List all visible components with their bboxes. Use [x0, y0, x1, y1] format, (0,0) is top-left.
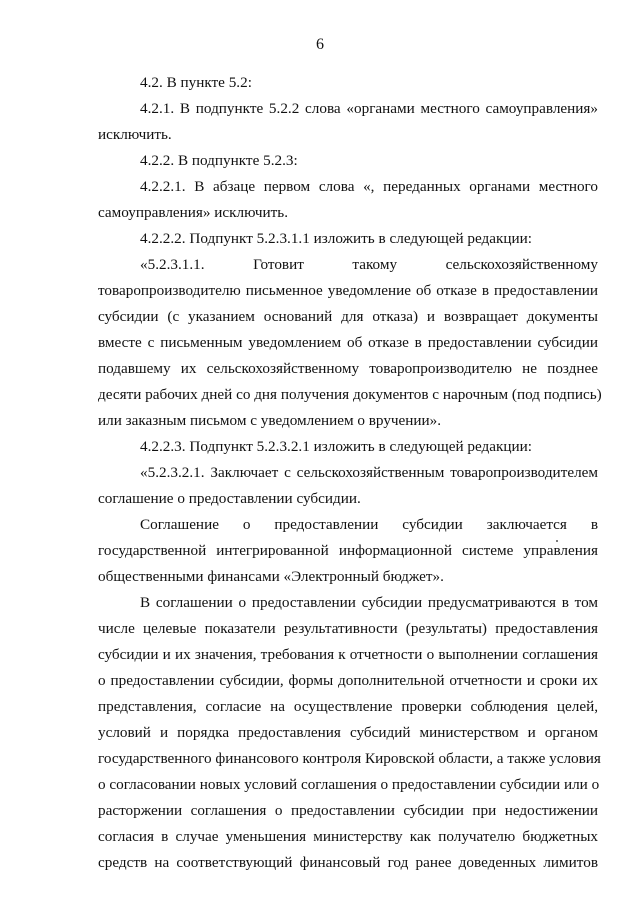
terms-paragraph-line-10: согласия в случае уменьшения министерству как получателю бюджетных: [98, 828, 598, 845]
paragraph-4-2-1-line-2: исключить.: [98, 126, 172, 143]
terms-paragraph-line-3: субсидии и их значения, требования к отчетности о выполнении соглашения: [98, 646, 598, 663]
agreement-paragraph-line-1: Соглашение о предоставлении субсидии заключается в: [140, 516, 598, 533]
agreement-paragraph-line-3: общественными финансами «Электронный бюджет».: [98, 568, 444, 585]
terms-paragraph-line-11: средств на соответствующий финансовый год ранее доведенных лимитов: [98, 854, 598, 871]
page-number: 6: [316, 36, 324, 53]
paragraph-4-2: 4.2. В пункте 5.2:: [140, 74, 252, 91]
quote-5-2-3-2-1-line-1: «5.2.3.2.1. Заключает с сельскохозяйственным товаропроизводителем: [140, 464, 598, 481]
terms-paragraph-line-1: В соглашении о предоставлении субсидии предусматриваются в том: [140, 594, 598, 611]
terms-paragraph-line-6: условий и порядка предоставления субсидий министерством и органом: [98, 724, 598, 741]
quote-5-2-3-1-1-line-3: субсидии (с указанием оснований для отказа) и возвращает документы: [98, 308, 598, 325]
paragraph-4-2-2: 4.2.2. В подпункте 5.2.3:: [140, 152, 298, 169]
quote-5-2-3-1-1-line-4: вместе с письменным уведомлением об отказе в предоставлении субсидии: [98, 334, 598, 351]
quote-5-2-3-2-1-line-2: соглашение о предоставлении субсидии.: [98, 490, 361, 507]
terms-paragraph-line-4: о предоставлении субсидии, формы дополнительной отчетности и сроки их: [98, 672, 598, 689]
paragraph-4-2-2-2: 4.2.2.2. Подпункт 5.2.3.1.1 изложить в следующей редакции:: [140, 230, 532, 247]
quote-5-2-3-1-1-line-2: товаропроизводителю письменное уведомление об отказе в предоставлении: [98, 282, 598, 299]
paragraph-4-2-2-1-line-2: самоуправления» исключить.: [98, 204, 288, 221]
scan-speck: [556, 540, 558, 542]
quote-5-2-3-1-1-line-7: или заказным письмом с уведомлением о вручении».: [98, 412, 442, 429]
terms-paragraph-line-5: представления, согласие на осуществление проверки соблюдения целей,: [98, 698, 598, 715]
terms-paragraph-line-8: о согласовании новых условий соглашения о предоставлении субсидии или о: [98, 776, 600, 793]
quote-5-2-3-1-1-line-1: «5.2.3.1.1. Готовит такому сельскохозяйственному: [140, 256, 598, 273]
agreement-paragraph-line-2: государственной интегрированной информационной системе управления: [98, 542, 598, 559]
quote-5-2-3-1-1-line-6: десяти рабочих дней со дня получения документов с нарочным (под подпись): [98, 386, 602, 403]
quote-5-2-3-1-1-line-5: подавшему их сельскохозяйственному товаропроизводителю не позднее: [98, 360, 598, 377]
terms-paragraph-line-2: числе целевые показатели результативности (результаты) предоставления: [98, 620, 598, 637]
terms-paragraph-line-7: государственного финансового контроля Кировской области, а также условия: [98, 750, 601, 767]
terms-paragraph-line-9: расторжении соглашения о предоставлении субсидии при недостижении: [98, 802, 598, 819]
paragraph-4-2-2-1-line-1: 4.2.2.1. В абзаце первом слова «, переданных органами местного: [140, 178, 598, 195]
paragraph-4-2-1-line-1: 4.2.1. В подпункте 5.2.2 слова «органами местного самоуправления»: [140, 100, 598, 117]
paragraph-4-2-2-3: 4.2.2.3. Подпункт 5.2.3.2.1 изложить в следующей редакции:: [140, 438, 532, 455]
